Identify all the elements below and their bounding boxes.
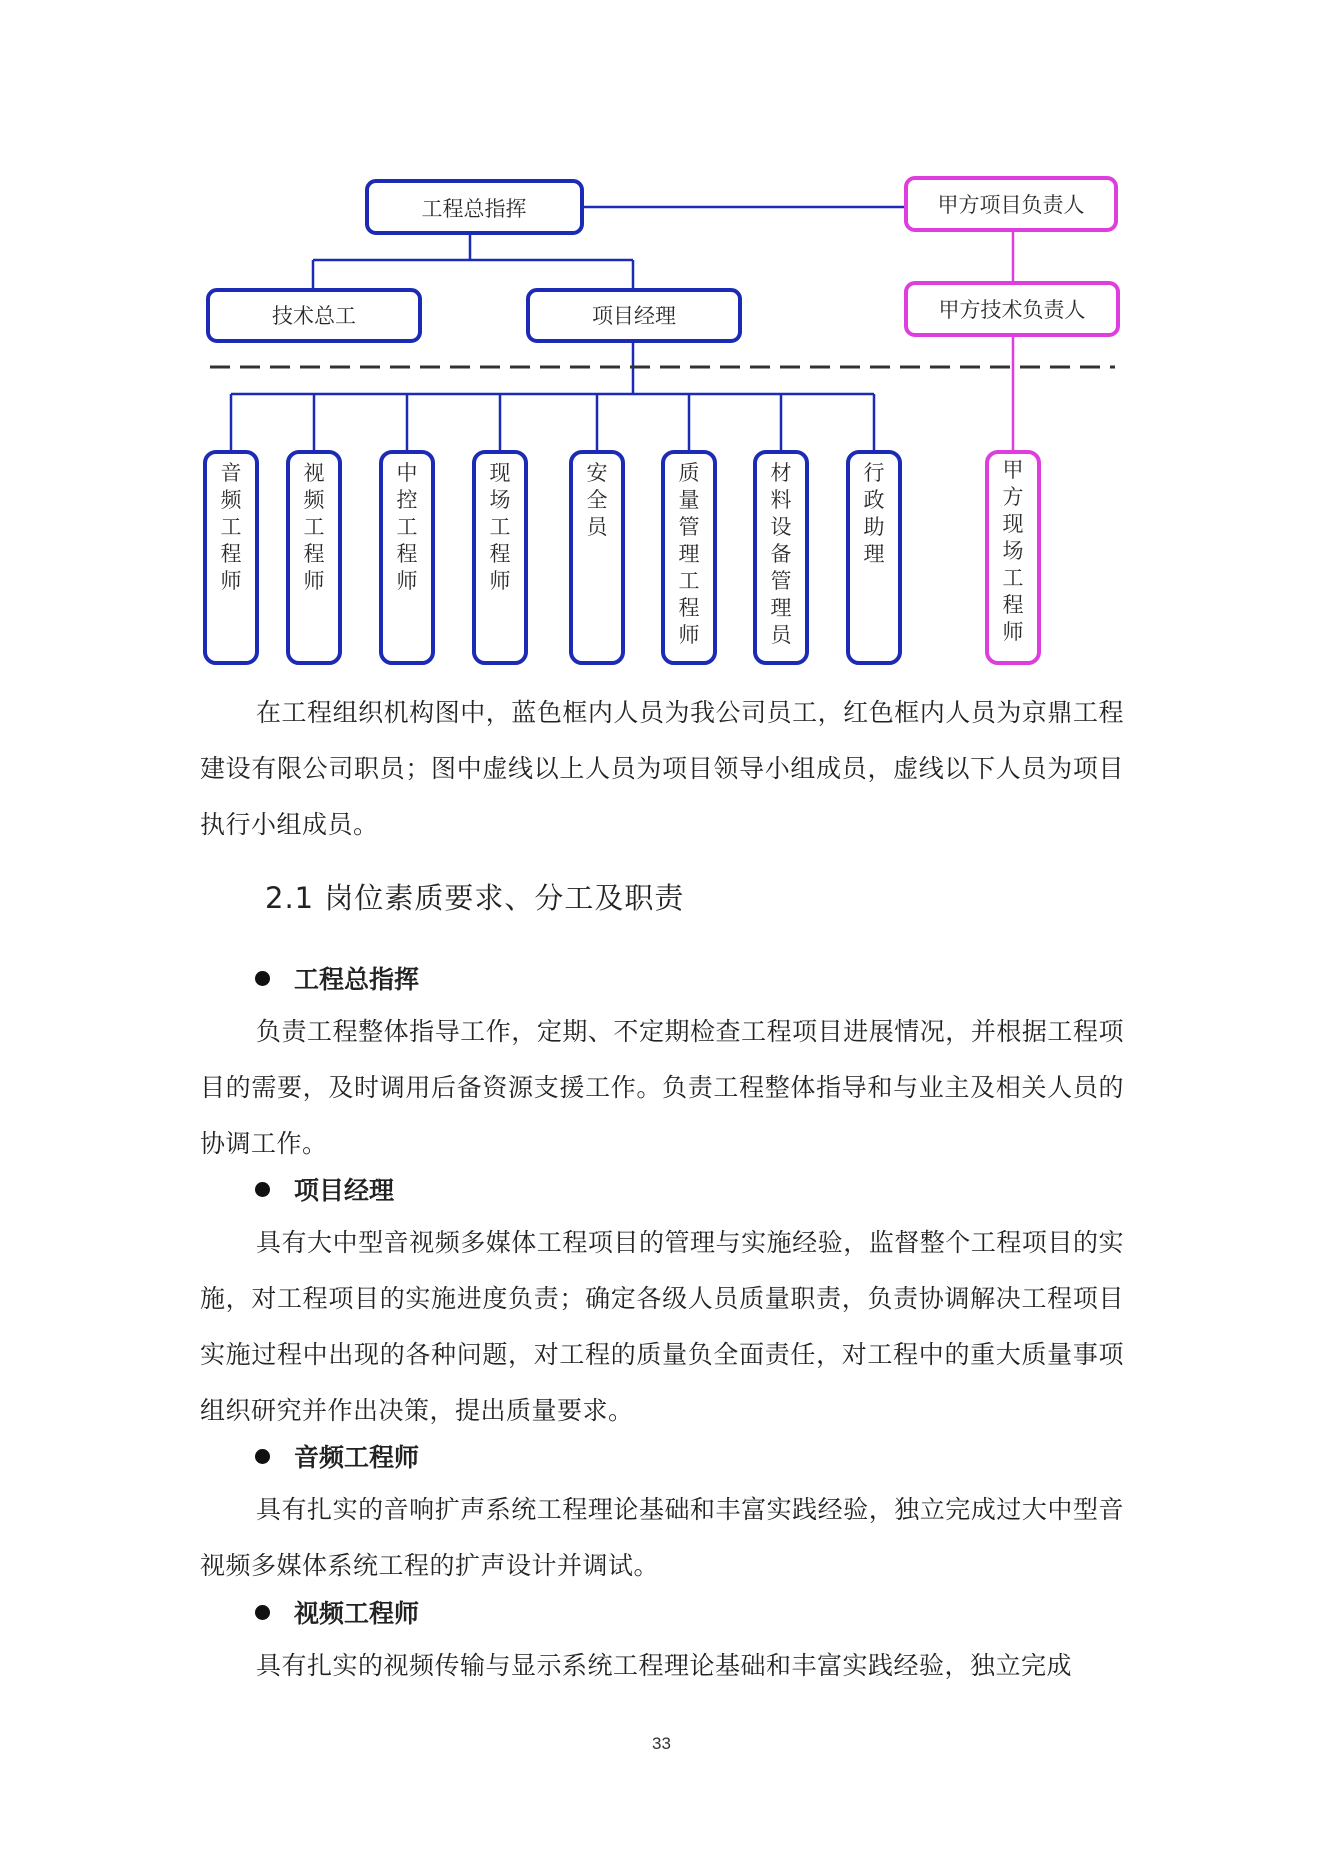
staff-box-client-site — [987, 452, 1039, 663]
box-project-manager-label: 项目经理 — [592, 304, 676, 328]
staff-box-material — [755, 452, 807, 663]
staff-box-char: 工 — [303, 515, 325, 539]
box-general-commander-label: 工程总指挥 — [421, 197, 527, 221]
box-tech-chief-label: 技术总工 — [272, 304, 356, 328]
staff-box-char: 师 — [678, 623, 700, 647]
page-number: 33 — [652, 1734, 671, 1753]
box-client-project-lead — [906, 178, 1116, 230]
staff-box-char: 管 — [678, 515, 700, 539]
staff-box-char: 现 — [489, 461, 511, 485]
staff-box-video — [288, 452, 340, 663]
staff-box-char: 师 — [220, 569, 242, 593]
box-client-project-lead-label: 甲方项目负责人 — [937, 193, 1085, 217]
staff-box-char: 工 — [678, 569, 700, 593]
bullet-dot-icon — [255, 1449, 270, 1464]
staff-box-char: 师 — [1002, 620, 1024, 644]
staff-box-char: 理 — [678, 542, 700, 566]
staff-box-char: 师 — [489, 569, 511, 593]
staff-box-char: 员 — [770, 623, 792, 647]
box-tech-chief — [208, 290, 420, 341]
staff-box-char: 行 — [863, 461, 885, 485]
bullet-project-manager — [255, 1171, 394, 1207]
staff-boxes — [205, 452, 1039, 663]
staff-box-char: 政 — [863, 488, 885, 512]
bullet-title: 工程总指挥 — [294, 965, 420, 994]
staff-box-char: 量 — [678, 488, 700, 512]
staff-box-char: 工 — [220, 515, 242, 539]
staff-box-char: 场 — [489, 488, 511, 512]
staff-box-char: 备 — [770, 542, 792, 566]
staff-box-char: 材 — [770, 461, 792, 485]
staff-box-safety — [571, 452, 623, 663]
staff-box-char: 料 — [770, 488, 792, 512]
bullet-title: 音频工程师 — [294, 1443, 420, 1472]
staff-box-char: 助 — [863, 515, 885, 539]
staff-box-char: 设 — [770, 515, 792, 539]
desc-audio-engineer: 具有扎实的音响扩声系统工程理论基础和丰富实践经验，独立完成过大中型音视频多媒体系统工程的扩声设计并调试。 — [200, 1495, 1124, 1580]
staff-box-audio — [205, 452, 257, 663]
staff-box-char: 控 — [396, 488, 418, 512]
staff-box-char: 理 — [770, 596, 792, 620]
bullet-audio-engineer — [255, 1438, 419, 1474]
staff-box-char: 工 — [1002, 566, 1024, 590]
desc-general-commander: 负责工程整体指导工作，定期、不定期检查工程项目进展情况，并根据工程项目的需要，及时调用后备资源支援工作。负责工程整体指导和与业主及相关人员的协调工作。 — [200, 1017, 1124, 1158]
bullet-general-commander — [255, 960, 419, 996]
staff-box-quality — [663, 452, 715, 663]
bullet-title: 项目经理 — [294, 1176, 395, 1205]
staff-box-char: 视 — [303, 461, 325, 485]
staff-box-char: 程 — [489, 542, 511, 566]
staff-box-char: 安 — [586, 461, 608, 485]
staff-box-char: 方 — [1002, 485, 1024, 509]
staff-box-char: 工 — [396, 515, 418, 539]
staff-box-char: 中 — [396, 461, 418, 485]
staff-box-char: 师 — [396, 569, 418, 593]
staff-box-char: 师 — [303, 569, 325, 593]
staff-box-char: 程 — [220, 542, 242, 566]
staff-box-char: 全 — [586, 488, 608, 512]
bullet-dot-icon — [255, 1605, 270, 1620]
staff-box-char: 程 — [396, 542, 418, 566]
intro-paragraph: 在工程组织机构图中，蓝色框内人员为我公司员工，红色框内人员为京鼎工程建设有限公司职员；图中虚线以上人员为项目领导小组成员，虚线以下人员为项目执行小组成员。 — [200, 698, 1124, 839]
staff-box-char: 程 — [1002, 593, 1024, 617]
staff-box-char: 理 — [863, 542, 885, 566]
staff-box-char: 管 — [770, 569, 792, 593]
staff-box-char: 员 — [586, 515, 608, 539]
desc-project-manager: 具有大中型音视频多媒体工程项目的管理与实施经验，监督整个工程项目的实施，对工程项目的实施进度负责；确定各级人员质量职责，负责协调解决工程项目实施过程中出现的各种问题，对工程的质量负全面责任，对工程中的重大质量事项组织研究并作出决策，提出质量要求。 — [200, 1228, 1124, 1425]
staff-box-char: 质 — [678, 461, 700, 485]
staff-box-char: 音 — [220, 461, 242, 485]
staff-box-char: 频 — [220, 488, 242, 512]
box-client-tech-lead — [906, 283, 1118, 335]
staff-box-char: 频 — [303, 488, 325, 512]
bullet-dot-icon — [255, 971, 270, 986]
staff-box-site — [474, 452, 526, 663]
bullet-video-engineer — [255, 1594, 419, 1630]
desc-video-engineer: 具有扎实的视频传输与显示系统工程理论基础和丰富实践经验，独立完成 — [256, 1651, 1073, 1680]
staff-box-admin — [848, 452, 900, 663]
bullet-dot-icon — [255, 1182, 270, 1197]
staff-box-char: 现 — [1002, 512, 1024, 536]
staff-box-control — [381, 452, 433, 663]
staff-box-char: 程 — [678, 596, 700, 620]
org-chart — [0, 0, 1323, 680]
staff-box-char: 场 — [1002, 539, 1024, 563]
section-heading: 2.1 岗位素质要求、分工及职责 — [265, 881, 685, 915]
box-project-manager — [528, 290, 740, 341]
staff-box-char: 程 — [303, 542, 325, 566]
staff-box-char: 工 — [489, 515, 511, 539]
bullet-title: 视频工程师 — [294, 1599, 420, 1628]
staff-box-char: 甲 — [1002, 458, 1024, 482]
box-client-tech-lead-label: 甲方技术负责人 — [938, 298, 1086, 322]
box-general-commander — [367, 181, 582, 233]
